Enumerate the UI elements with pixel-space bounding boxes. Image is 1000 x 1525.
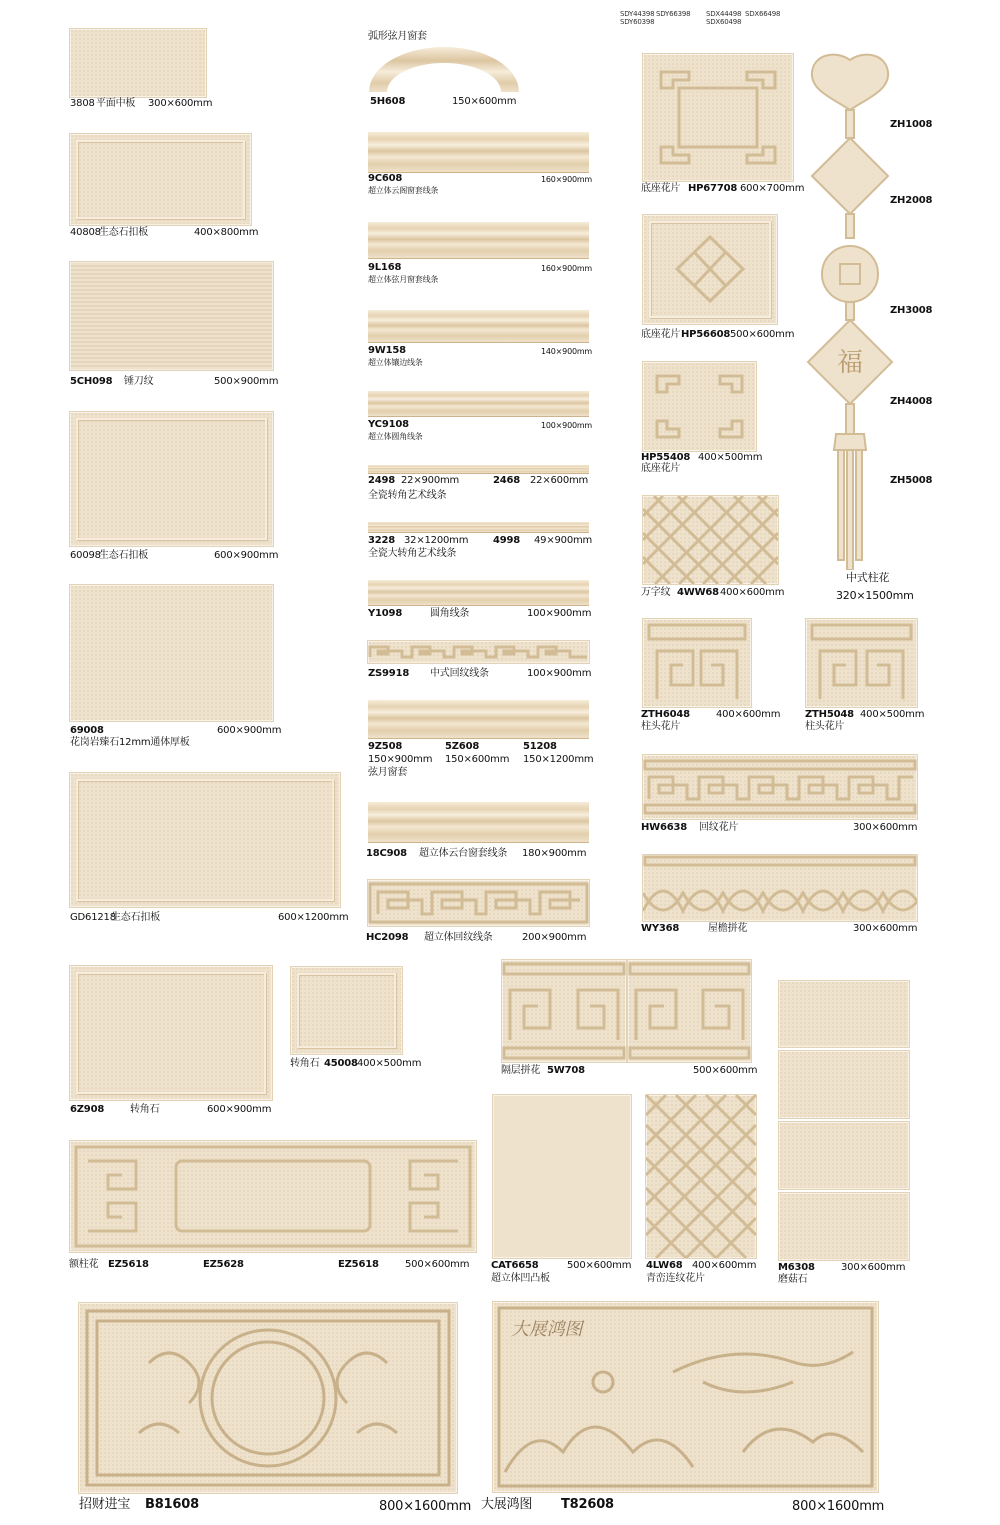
- panel-size: 600×700mm: [740, 183, 805, 194]
- pillar-code: ZH4008: [890, 396, 933, 407]
- header-code: SDX60498: [706, 18, 742, 26]
- molding-name: 全瓷转角艺术线条: [368, 490, 447, 501]
- molding-code: 51208: [523, 741, 557, 752]
- panel-code: WY368: [641, 923, 680, 934]
- panel-code: 4LW68: [646, 1260, 683, 1271]
- panel-name: 青峦连纹花片: [646, 1273, 705, 1284]
- panel-hp56608: [643, 215, 777, 324]
- molding-9z508: [368, 700, 589, 738]
- panel-code: EZ5628: [203, 1259, 244, 1270]
- panel-4ww68: [643, 496, 778, 584]
- panel-code: HP67708: [688, 183, 738, 194]
- swastika-weave-motif: [643, 496, 778, 584]
- fret-pattern: [368, 880, 589, 926]
- molding-code: 18C908: [366, 848, 407, 859]
- panel-cat6658: [493, 1095, 631, 1258]
- panel-hp67708: [643, 54, 793, 181]
- molding-yc9108: [368, 391, 589, 416]
- panel-code: HW6638: [641, 822, 688, 833]
- tile-69008: [70, 585, 273, 721]
- molding-size: 32×1200mm: [404, 535, 469, 546]
- tile-code: 40808: [70, 227, 101, 238]
- molding-size: 180×900mm: [522, 848, 587, 859]
- molding-y1098: [368, 580, 589, 605]
- molding-code: 2498: [368, 475, 396, 486]
- mural-size: 800×1600mm: [792, 1499, 885, 1514]
- panel-zth6048: [643, 619, 751, 707]
- tile-name: 平面中板: [96, 98, 136, 109]
- panel-name: 回纹花片: [699, 822, 739, 833]
- molding-size: 49×900mm: [534, 535, 593, 546]
- tile-40808: [70, 134, 251, 225]
- tile-3808: [70, 29, 206, 97]
- tile-name: 转角石: [130, 1104, 160, 1115]
- molding-code: 3228: [368, 535, 396, 546]
- panel-name: 柱头花片: [805, 721, 845, 732]
- tile-60098: [70, 412, 273, 546]
- panel-hw6638: [643, 755, 917, 819]
- panel-name: 柱头花片: [641, 721, 681, 732]
- tile-size: 400×800mm: [194, 227, 259, 238]
- panel-code: HP56608: [681, 329, 731, 340]
- pillar-size: 320×1500mm: [836, 589, 914, 602]
- pillar-code: ZH5008: [890, 475, 933, 486]
- molding-18c908: [368, 802, 589, 842]
- panel-hp55408: [643, 362, 756, 451]
- panel-size: 500×600mm: [405, 1259, 470, 1270]
- molding-size: 150×600mm: [445, 754, 510, 765]
- molding-zs9918: [368, 641, 589, 663]
- panel-code: EZ5618: [338, 1259, 379, 1270]
- molding-code: 2468: [493, 475, 521, 486]
- panel-zth5048: [806, 619, 917, 707]
- panel-name: 万字纹: [641, 587, 671, 598]
- panel-wy368: [643, 855, 917, 921]
- arch-molding-5h608: [369, 47, 519, 92]
- tile-code: 5CH098: [70, 376, 113, 387]
- molding-code: 5Z608: [445, 741, 480, 752]
- molding-size: 100×900mm: [527, 608, 592, 619]
- panel-m6308-c: [779, 1122, 909, 1189]
- tile-6z908: [70, 966, 272, 1100]
- fu-glyph: 福: [837, 348, 863, 378]
- molding-hc2098: [368, 880, 589, 926]
- mural-name: 招财进宝: [79, 1497, 131, 1512]
- molding-size: 100×900mm: [541, 421, 593, 430]
- mural-b81608: [79, 1303, 457, 1493]
- mural-calligraphy: 大展鸿图: [511, 1319, 583, 1340]
- panel-code: EZ5618: [108, 1259, 149, 1270]
- arch-title: 弧形弦月窗套: [368, 31, 427, 42]
- panel-name: 隔层拼花: [501, 1065, 541, 1076]
- molding-9l168: [368, 222, 589, 258]
- panel-code: M6308: [778, 1262, 815, 1273]
- cloud-fret-frame-motif: [70, 1141, 476, 1252]
- rope-twist-motif: [643, 855, 917, 921]
- treasure-medallion-motif: [79, 1303, 457, 1493]
- tile-size: 600×900mm: [207, 1104, 272, 1115]
- tile-45008: [291, 967, 402, 1054]
- bat-motif: [812, 55, 888, 110]
- panel-name: 屋檐拼花: [708, 923, 748, 934]
- molding-size: 22×900mm: [401, 475, 460, 486]
- panel-code: ZTH5048: [805, 709, 854, 720]
- panel-size: 400×500mm: [860, 709, 925, 720]
- molding-size: 200×900mm: [522, 932, 587, 943]
- fret-spiral-motif: [628, 960, 751, 1062]
- mural-code: T82608: [561, 1497, 614, 1512]
- molding-code: ZS9918: [368, 668, 410, 679]
- tile-code: 60098: [70, 550, 101, 561]
- panel-size: 500×600mm: [693, 1065, 758, 1076]
- fret-pattern: [643, 755, 917, 819]
- molding-2498: [368, 465, 589, 473]
- molding-code: Y1098: [368, 608, 403, 619]
- header-code: SDY60398: [620, 18, 655, 26]
- molding-name: 超立体镶边线条: [368, 358, 423, 367]
- tile-code: 6Z908: [70, 1104, 105, 1115]
- fret-pattern: [368, 641, 589, 663]
- tile-name: 生态石扣板: [111, 912, 160, 923]
- molding-name: 中式回纹线条: [430, 668, 489, 679]
- panel-5w708-right: [628, 960, 751, 1062]
- tile-code: GD61218: [70, 912, 116, 923]
- fret-spiral-motif: [502, 960, 626, 1062]
- molding-name: 超立体圆角线条: [368, 432, 423, 441]
- tile-size: 400×500mm: [357, 1058, 422, 1069]
- molding-9c608: [368, 132, 589, 172]
- tile-5ch098: [70, 262, 273, 370]
- header-code: SDX66498: [745, 10, 781, 18]
- knot-motif: [643, 215, 777, 324]
- molding-size: 160×900mm: [541, 175, 593, 184]
- molding-size: 160×900mm: [541, 264, 593, 273]
- panel-name: 底座花片: [641, 183, 681, 194]
- molding-3228: [368, 522, 589, 532]
- panel-name: 底座花片: [641, 463, 681, 474]
- header-code: SDX44498: [706, 10, 742, 18]
- molding-size: 150×900mm: [368, 754, 433, 765]
- panel-size: 500×600mm: [567, 1260, 632, 1271]
- panel-name: 磨菇石: [778, 1274, 808, 1285]
- panel-name: 超立体凹凸板: [491, 1273, 550, 1284]
- molding-name: 全瓷大转角艺术线条: [368, 548, 457, 559]
- fret-spiral-motif: [643, 619, 751, 707]
- molding-code: 9L168: [368, 262, 402, 273]
- molding-size: 150×600mm: [452, 96, 517, 107]
- tile-name: 花岗岩臻石12mm通体厚板: [70, 737, 190, 748]
- panel-size: 400×600mm: [720, 587, 785, 598]
- tile-code: 3808: [70, 98, 95, 109]
- lattice-diamond-motif: [646, 1095, 756, 1258]
- header-code: SDY44398: [620, 10, 655, 18]
- tile-code: 69008: [70, 725, 104, 736]
- molding-code: YC9108: [368, 419, 409, 430]
- panel-size: 500×600mm: [730, 329, 795, 340]
- molding-size: 150×1200mm: [523, 754, 594, 765]
- tile-name: 生态石扣板: [99, 550, 148, 561]
- header-code: SDY66398: [656, 10, 691, 18]
- panel-name: 底座花片: [641, 329, 681, 340]
- molding-code: 4998: [493, 535, 521, 546]
- molding-code: 5H608: [370, 96, 406, 107]
- mural-size: 800×1600mm: [379, 1499, 472, 1514]
- tile-size: 600×1200mm: [278, 912, 349, 923]
- panel-4lw68: [646, 1095, 756, 1258]
- pillar-code: ZH2008: [890, 195, 933, 206]
- knot-motif: [812, 138, 888, 214]
- panel-ez5618: [70, 1141, 476, 1252]
- molding-code: 9Z508: [368, 741, 403, 752]
- molding-name: 超立体回纹线条: [424, 932, 493, 943]
- molding-code: 9C608: [368, 173, 403, 184]
- panel-size: 400×500mm: [698, 452, 763, 463]
- molding-9w158: [368, 310, 589, 342]
- panel-size: 400×600mm: [716, 709, 781, 720]
- pillar-ornament: [806, 50, 894, 570]
- molding-code: HC2098: [366, 932, 409, 943]
- tile-name: 锤刀纹: [124, 376, 154, 387]
- panel-size: 300×600mm: [841, 1262, 906, 1273]
- panel-size: 400×600mm: [692, 1260, 757, 1271]
- molding-code: 9W158: [368, 345, 406, 356]
- panel-size: 300×600mm: [853, 822, 918, 833]
- tile-name: 转角石: [290, 1058, 320, 1069]
- mural-t82608: [493, 1302, 878, 1492]
- molding-name: 圆角线条: [430, 608, 470, 619]
- molding-name: 弦月窗套: [368, 767, 408, 778]
- lattice-frame-motif: [643, 54, 793, 181]
- tile-size: 500×900mm: [214, 376, 279, 387]
- panel-name: 额柱花: [69, 1259, 99, 1270]
- molding-size: 140×900mm: [541, 347, 593, 356]
- panel-5w708-left: [502, 960, 626, 1062]
- tile-name: 生态石扣板: [99, 227, 148, 238]
- molding-name: 超立体弦月窗套线条: [368, 275, 439, 284]
- panel-code: CAT6658: [491, 1260, 539, 1271]
- cloud-corner-motif: [643, 362, 756, 451]
- molding-size: 100×900mm: [527, 668, 592, 679]
- panel-m6308-b: [779, 1051, 909, 1118]
- pillar-name: 中式柱花: [846, 571, 890, 584]
- pillar-code: ZH1008: [890, 119, 933, 130]
- panel-m6308-a: [779, 981, 909, 1047]
- tile-size: 300×600mm: [148, 98, 213, 109]
- panel-code: 4WW68: [677, 587, 719, 598]
- molding-name: 超立体云阁窗套线条: [368, 186, 439, 195]
- molding-size: 22×600mm: [530, 475, 589, 486]
- tile-size: 600×900mm: [214, 550, 279, 561]
- molding-name: 超立体云台窗套线条: [419, 848, 508, 859]
- tile-code: 45008: [324, 1058, 358, 1069]
- tile-size: 600×900mm: [217, 725, 282, 736]
- panel-code: HP55408: [641, 452, 691, 463]
- mural-name: 大展鸿图: [481, 1497, 533, 1512]
- panel-size: 300×600mm: [853, 923, 918, 934]
- panel-code: ZTH6048: [641, 709, 690, 720]
- pillar-code: ZH3008: [890, 305, 933, 316]
- fret-spiral-motif: [806, 619, 917, 707]
- mural-code: B81608: [145, 1497, 199, 1512]
- panel-code: 5W708: [547, 1065, 585, 1076]
- tile-gd61218: [70, 773, 340, 907]
- panel-m6308-d: [779, 1193, 909, 1260]
